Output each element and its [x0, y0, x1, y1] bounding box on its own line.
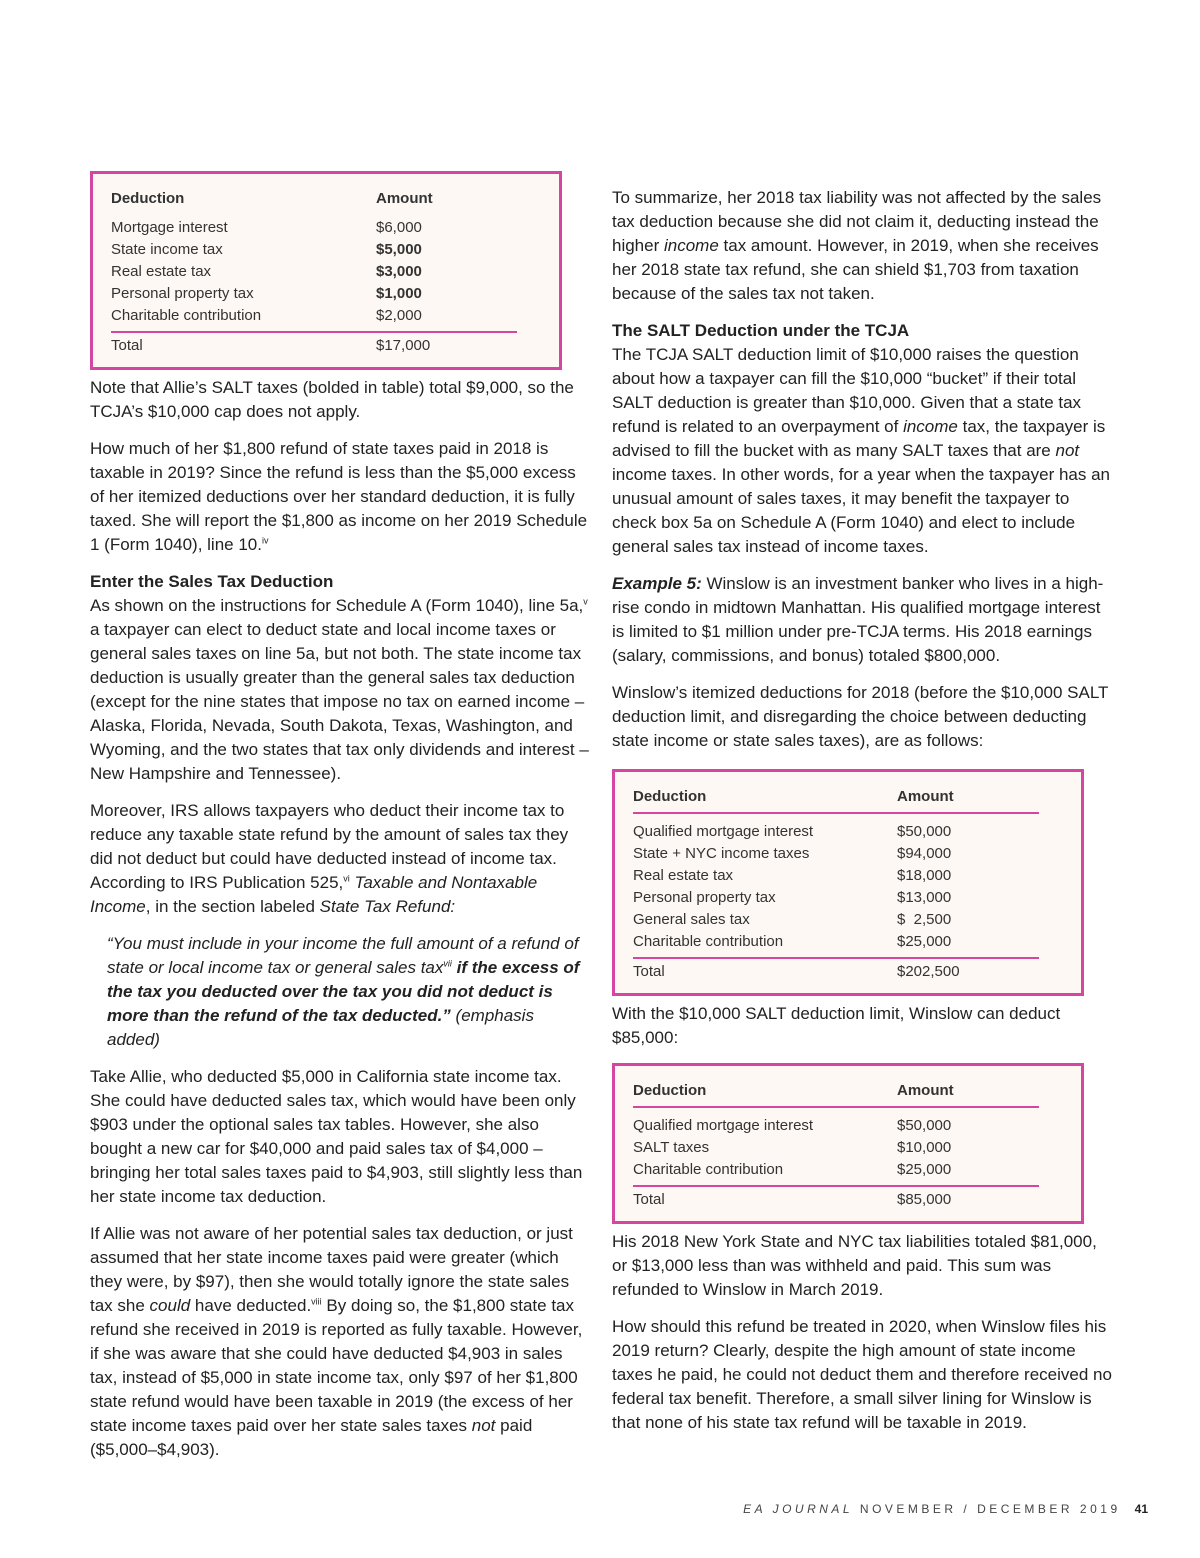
paragraph: To summarize, her 2018 tax liability was not affected by the sales tax deduction because she did not claim it, deducting instead the higher income tax amount. However, in 2019, when she receives her 2018 state tax refund, she can shield $1,703 from taxation because of the sales tax not taken.: [612, 188, 1102, 303]
section-heading: Enter the Sales Tax Deduction: [90, 572, 334, 591]
table-row: Qualified mortgage interest $50,000: [633, 1117, 952, 1134]
header-deduction: Deduction: [633, 1082, 707, 1099]
paragraph: Winslow’s itemized deductions for 2018 (before the $10,000 SALT deduction limit, and disregarding the choice between deducting state income or state sales taxes), are as follows:: [612, 683, 1109, 750]
paragraph: If Allie was not aware of her potential sales tax deduction, or just assumed that her state income taxes paid were greater (which they were, by $97), then she would totally ignore the state sales tax she could have deducted.$^{viii}$ By doing so, the $1,800 state tax refund she received in 2019 is reported as fully taxable. However, if she was aware that she could have deducted $4,903 in sales tax, instead of $5,000 in state income tax, only $97 of her $1,800 state refund would have been taxable in 2019 (the excess of her state income taxes paid over her state sales taxes not paid ($5,000–$4,903).: [90, 1224, 583, 1459]
table-winslow-limited: [612, 1063, 1084, 1224]
table-row: [111, 261, 517, 283]
total-amount: $17,000: [376, 337, 431, 354]
paragraph: Example 5: Winslow is an investment banker who lives in a high-rise condo in midtown Manhattan. His qualified mortgage interest is limited to $1 million under pre-TCJA terms. His 2018 earnings (salary, commissions, and bonus) totaled $800,000.: [612, 574, 1104, 665]
table-row: [111, 305, 517, 327]
endnote-ref: v: [583, 596, 588, 607]
table-row: State + NYC income taxes $94,000: [633, 845, 952, 862]
table-row: Personal property tax $13,000: [633, 889, 952, 906]
block-quote: “You must include in your income the full amount of a refund of state or local income tax or general sales tax$^{vii}$ if the excess of the tax you deducted over the tax you did not deduct is more than the refund of the tax deducted.” (emphasis added): [107, 934, 580, 1049]
table-total-row: [111, 333, 517, 359]
row-amount: $2,000: [376, 307, 422, 324]
page-footer: [0, 1502, 1148, 1516]
left-column: [90, 186, 590, 1475]
total-label: Total: [633, 963, 665, 980]
table-row: [111, 217, 517, 239]
section-heading: The SALT Deduction under the TCJA: [612, 321, 910, 340]
table-row: [111, 283, 517, 305]
paragraph: With the $10,000 SALT deduction limit, Winslow can deduct $85,000:: [612, 1004, 1061, 1047]
table-row: Real estate tax $18,000: [633, 867, 952, 884]
row-label: Personal property tax: [111, 285, 254, 302]
table-winslow-itemized: [612, 769, 1084, 996]
row-label: Mortgage interest: [111, 219, 228, 236]
table-row: General sales tax $ 2,500: [633, 911, 952, 928]
header-deduction: Deduction: [111, 190, 185, 207]
total-label: Total: [111, 337, 143, 354]
header-amount: Amount: [897, 788, 954, 805]
endnote-ref: viii: [311, 1296, 322, 1307]
table-header: [633, 1080, 1039, 1108]
endnote-ref: vi: [343, 873, 350, 884]
issue-date: NOVEMBER / DECEMBER 2019: [853, 1502, 1121, 1516]
total-amount: $202,500: [897, 963, 960, 980]
table-total-row: [633, 1187, 1039, 1213]
table-row: Charitable contribution $25,000: [633, 1161, 952, 1178]
paragraph: Take Allie, who deducted $5,000 in California state income tax. She could have deducted sales tax, which would have been only $903 under the optional sales tax tables. However, she also bought a new car for $40,000 and paid sales tax of $4,000 – bringing her total sales taxes paid to $4,903, still slightly less than her state income tax deduction.: [90, 1067, 583, 1206]
row-amount: $3,000: [376, 263, 422, 280]
paragraph: His 2018 New York State and NYC tax liabilities totaled $81,000, or $13,000 less than was withheld and paid. This sum was refunded to Winslow in March 2019.: [612, 1232, 1097, 1299]
row-amount: $5,000: [376, 241, 422, 258]
example-label: Example 5:: [612, 574, 702, 593]
row-label: Charitable contribution: [111, 307, 262, 324]
row-label: Real estate tax: [111, 263, 212, 280]
paragraph: The TCJA SALT deduction limit of $10,000 raises the question about how a taxpayer can fill the $10,000 “bucket” if their total SALT deduction is greater than $10,000. Given that a state tax refund is related to an overpayment of income tax, the taxpayer is advised to fill the bucket with as many SALT taxes that are not income taxes. In other words, for a year when the taxpayer has an unusual amount of sales taxes, it may benefit the taxpayer to check box 5a on Schedule A (Form 1040) and elect to include general sales tax instead of income taxes.: [612, 345, 1110, 556]
table-header: [111, 188, 517, 210]
table-row: SALT taxes $10,000: [633, 1139, 952, 1156]
row-amount: $1,000: [376, 285, 422, 302]
table-row: Charitable contribution $25,000: [633, 933, 952, 950]
row-amount: $6,000: [376, 219, 422, 236]
right-column: [612, 186, 1112, 1448]
paragraph: Moreover, IRS allows taxpayers who deduct their income tax to reduce any taxable state refund by the amount of sales tax they did not deduct but could have deducted instead of income tax. According to IRS Publication 525,$^{vi}$ Taxable and Nontaxable Income, in the section labeled State Tax Refund:: [90, 801, 569, 916]
table-row: Qualified mortgage interest $50,000: [633, 823, 952, 840]
total-amount: $85,000: [897, 1191, 952, 1208]
endnote-ref: vii: [443, 958, 452, 969]
paragraph: How should this refund be treated in 2020, when Winslow files his 2019 return? Clearly, despite the high amount of state income taxes he paid, he could not deduct them and therefore received no federal tax benefit. Therefore, a small silver lining for Winslow is that none of his state tax refund will be taxable in 2019.: [612, 1317, 1112, 1432]
table-allie-deductions: [90, 171, 562, 370]
total-label: Total: [633, 1191, 665, 1208]
table-total-row: [633, 959, 1039, 985]
header-amount: Amount: [376, 190, 433, 207]
paragraph: Note that Allie’s SALT taxes (bolded in table) total $9,000, so the TCJA’s $10,000 cap does not apply.: [90, 378, 574, 421]
table-header: [633, 786, 1039, 814]
paragraph: As shown on the instructions for Schedule A (Form 1040), line 5a,$^v$ a taxpayer can elect to deduct state and local income taxes or general sales taxes on line 5a, but not both. The state income tax deduction is usually greater than the general sales tax deduction (except for the nine states that impose no tax on earned income – Alaska, Florida, Nevada, South Dakota, Texas, Washington, and Wyoming, and the two states that tax only dividends and interest – New Hampshire and Tennessee).: [90, 596, 589, 783]
header-deduction: Deduction: [633, 788, 707, 805]
header-amount: Amount: [897, 1082, 954, 1099]
endnote-ref: iv: [261, 535, 269, 546]
page-number: 41: [1134, 1502, 1148, 1516]
journal-name: EA JOURNAL: [743, 1502, 854, 1516]
table-row: [111, 239, 517, 261]
paragraph: How much of her $1,800 refund of state taxes paid in 2018 is taxable in 2019? Since the refund is less than the $5,000 excess of her itemized deductions over her standard deduction, it is fully taxed. She will report the $1,800 as income on her 2019 Schedule 1 (Form 1040), line 10.$^{iv}$: [90, 439, 588, 554]
row-label: State income tax: [111, 241, 223, 258]
